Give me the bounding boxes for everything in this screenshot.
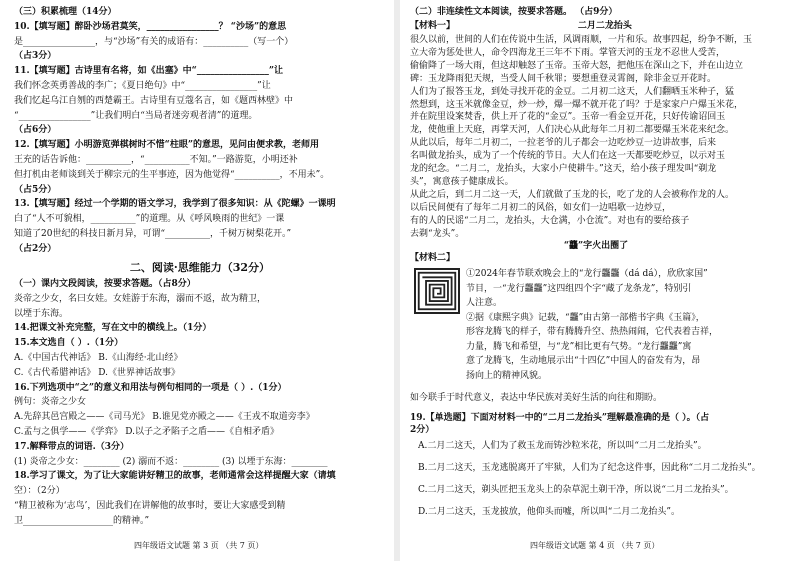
material-2-line: ②据《康熙字典》记载，“龘”由古第一部楷书字典《玉篇》，: [466, 312, 705, 323]
material-1-line: 头”，寓意孩子健康成长。: [410, 176, 514, 187]
question-line: 但打机由老师谈到关于柳宗元的生平事迹，因为他觉得“__________，不用未”。: [14, 169, 330, 180]
dragon-character-image: [414, 268, 460, 314]
material-2-line: 意了龙腾飞，生动地展示出“十四亿”中国人的奋发有为，昂: [466, 356, 701, 366]
reading-line: 17.解释带点的词语.（3分）: [14, 441, 130, 452]
material-1-line: 并在院里设案焚香，供上开了花的“金豆”。玉帝一看金豆开花，只好传谕诏回玉: [410, 112, 726, 123]
material-1-line: 名叫做龙抬头，成为了一个传统的节日。大人们在这一天都要吃炒豆，以示对玉: [410, 151, 726, 162]
question-line: 我们怀念英勇善战的李广；《夏日绝句》中“________________”让: [14, 81, 271, 91]
question-line: “________________”让我们明白“当局者迷旁观者清”的道理。: [14, 110, 258, 121]
reading-line: 14.把课文补充完整，写在文中的横线上。（1分）: [14, 323, 212, 334]
reading-line: A.《中国古代神话》 B.《山海经·北山经》: [14, 353, 183, 363]
question-19: 19.【单选题】下面对材料一中的“二月二龙抬头”理解最准确的是（ ）。（占: [410, 413, 710, 423]
material-2-last: 如今联手于时代意义，表达中华民族对美好生活的向往和期盼。: [410, 393, 663, 403]
material-1-label: 【材料一】: [410, 21, 456, 31]
material-1-title: 二月二龙抬头: [577, 21, 632, 31]
question-line: 知道了20世纪的科技日新月异，可谓“__________，千树万树梨花开。”: [14, 229, 292, 239]
question-line: 白了“人不可貌相，__________”的道理。从《呼风唤雨的世纪》一课: [14, 214, 285, 225]
material-1-line: 偷偷降了一场大雨，但这却触怒了玉帝。玉帝大怒，把他压在深山之下，并在山边立: [410, 60, 744, 71]
page-3-footer: 四年级语文试题 第 3 页 （共 7 页）: [134, 541, 264, 550]
reading-line: （一）课内文段阅读，按要求答题。（占8分）: [14, 279, 196, 289]
reading-line: 空）：（2分）: [14, 486, 65, 497]
question-line: （占5分）: [14, 184, 57, 195]
reading-line: 18.学习了课文，为了让大家能讲好精卫的故事，老师通常会这样提醒大家（请填: [14, 471, 336, 482]
question-line: 11.【填写题】古诗里有名将，如《出塞》中“________________”让: [14, 66, 284, 77]
material-1-line: 龙，使他重上天庭，再掌天河，人们决心从此每年二月初二都要爆玉米花来纪念。: [410, 125, 735, 136]
question-line: （占3分）: [14, 51, 57, 62]
reading-line: 以堙于东海。: [14, 308, 69, 319]
material-1-line: 龙的纪念。“二月二，龙抬头，大家小户使耕牛。”这天，给小孩子理发叫“剃龙: [410, 164, 717, 174]
question-line: 13.【填写题】经过一个学期的语文学习，我学到了很多知识：从《陀螺》一课明: [14, 199, 336, 210]
option-line: C.二月二这天，剃头匠把玉龙头上的杂草泥土剃干净，所以说“二月二龙抬头”。: [418, 485, 734, 495]
reading-line: 例句：炎帝之少女: [14, 397, 87, 408]
material-1-line: 去剃“龙头”。: [410, 228, 465, 239]
material-2-title: “龘”字火出圈了: [563, 241, 629, 251]
material-2-line: 扬向上的精神风貌。: [466, 370, 548, 381]
question-line: （占2分）: [14, 243, 57, 254]
question-line: （占6分）: [14, 125, 57, 136]
question-line: 王充的话告诉他：__________，“__________不知。”一路游览，小明还补: [14, 155, 298, 165]
reading-line: C.《古代希腊神话》 D.《世界神话故事》: [14, 367, 181, 378]
material-1-line: 然想到，这玉米就像金豆，炒一炒，爆一爆不就开花了吗？于是家家户户爆玉米花，: [410, 99, 744, 110]
material-1-line: 立大帝为惩处世人，命令四海龙王三年不下雨。掌管天河的玉龙不忍世人受苦，: [410, 47, 726, 58]
material-1-header: [410, 20, 782, 32]
material-2-line: 力量，腾飞和希望，与“龙”相比更有气势。“龙行龘龘”寓: [466, 341, 692, 352]
material-1-line: 很久以前，世间的人们在传说中生活，风调雨顺，一片和乐。故事四起，纷争不断，玉: [410, 35, 753, 45]
material-1-line: 从此之后，到二月二这一天，人们就做了玉龙的长，吃了龙的人会被称作龙的人。: [410, 189, 735, 200]
page-4: [410, 0, 782, 561]
material-1-line: 以后民间便有了每年二月初二的风俗，如女们一边唱歌一边炒豆，: [410, 202, 672, 213]
reading-line: 炎帝之少女，名曰女娃。女娃游于东海，溺而不返，故为精卫，: [14, 293, 267, 304]
option-line: D.二月二这天，玉龙披放，他仰头而嘘，所以叫“二月二龙抬头”。: [418, 507, 680, 517]
page-4-footer: 四年级语文试题 第 4 页 （共 7 页）: [530, 541, 660, 550]
material-2-label: 【材料二】: [410, 253, 456, 263]
reading-line: 卫____________________的精神。”: [14, 515, 150, 526]
question-19-cont: 2分）: [410, 425, 435, 435]
question-line: 10.【填写题】醉卧沙场君莫笑，________________？ “沙场”的意思: [14, 21, 287, 32]
reading-line: (1) 炎帝之少女：________ (2) 溺而不返：________ (3) 以堙于东海：________: [14, 456, 328, 467]
material-2-line: 节目，一“龙行龘龘”这四组四个字“藏了龙条龙”，特别引: [466, 283, 692, 294]
reading-line: C.孟与之俱学——《学弈》 D.以子之矛陷子之盾——《自相矛盾》: [14, 427, 280, 437]
material-1-line: 从此以后，每年二月初二，一拉老爷的儿子都会一边吃炒豆一边讲故事，后来: [410, 138, 717, 149]
material-1-line: 人们为了报答玉龙，到处寻找开花的金豆。二月初二这天，人们翻晒玉米种子，猛: [410, 86, 735, 97]
option-line: B.二月二这天，玉龙逃脱离开了牢狱，人们为了纪念这件事，因此称“二月二龙抬头”。: [418, 463, 761, 473]
material-1-line: 有的人的民谣“二月二，龙抬头，大仓满，小仓流”。对也有的要给孩子: [410, 215, 690, 226]
reading-line: 16.下列选项中“之”的意义和用法与例句相同的一项是（ ）.（1分）: [14, 382, 287, 393]
reading-line: “精卫被称为‘志鸟’，因此我们在讲解他的故事时，要让大家感受到精: [14, 501, 286, 511]
page-fold: [394, 0, 400, 561]
dragon-maze-icon: [416, 270, 458, 312]
section-2-title: 二、阅读·思维能力（32分）: [129, 262, 271, 274]
nonlinear-reading-head: （二）非连续性文本阅读，按要求答题。 （占9分）: [410, 7, 618, 17]
material-2-line: 人注意。: [466, 298, 503, 308]
reading-line: A.先辞其邑宫殿之——《司马光》 B.谁见党亦殿之——《王戎不取道旁李》: [14, 412, 315, 423]
material-2-line: 形容龙腾飞的样子，带有腾腾升空、热热闹闹，它代表着吉祥，: [466, 327, 719, 337]
option-line: A.二月二这天，人们为了救玉龙而铸沙粒米花，所以叫“二月二龙抬头”。: [418, 441, 707, 451]
question-line: 我们忆起乌江自刎的西楚霸王。古诗里有豆蔻名言，如《题西林壁》中: [14, 95, 294, 106]
material-2-line: ①2024年春节联欢晚会上的“龙行龘龘（dá dá），欣欣家国”: [466, 269, 708, 279]
question-line: 12.【填写题】小明游览弹棋树时不惜“柱眼”的意思，见问由便求教，老师用: [14, 140, 320, 151]
material-1-line: 碑：玉龙降雨犯天规，当受人间千秋罪；要想重登灵霄阁，除非金豆开花时。: [410, 73, 717, 84]
question-line: 是________________，与“沙场”有关的成语有：__________（写一个）: [14, 36, 294, 47]
question-line: （三）积累梳理（14分）: [14, 7, 117, 17]
reading-line: 15.本文选自（ ）.（1分）: [14, 338, 124, 349]
page-3: [14, 0, 386, 561]
